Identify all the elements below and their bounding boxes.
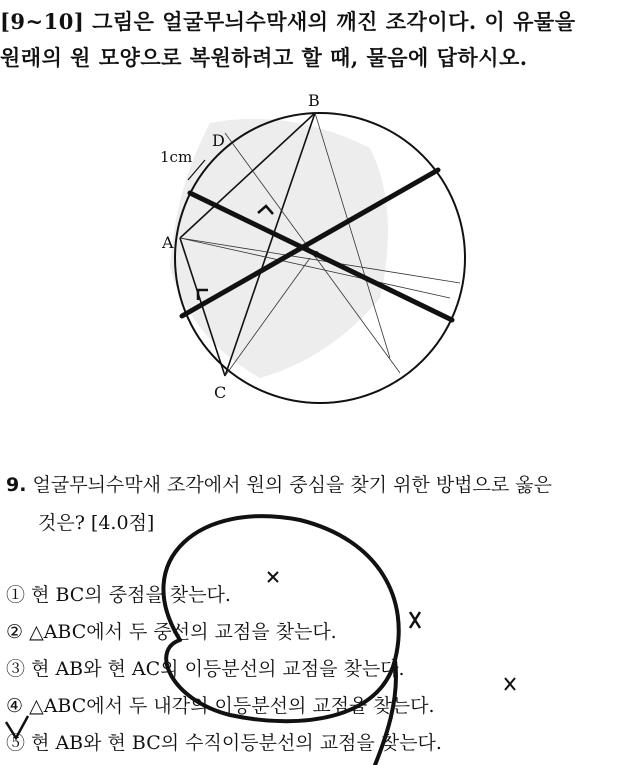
choice-text: △ABC에서 두 내각의 이등분선의 교점을 찾는다. <box>29 695 435 717</box>
choice-mark: ④ <box>6 695 24 717</box>
question-line-1 <box>6 470 552 497</box>
choice-mark: ⑤ <box>6 732 26 754</box>
choice-2[interactable] <box>6 617 337 644</box>
label-1cm: 1cm <box>160 148 193 166</box>
intro-line-2: 원래의 원 모양으로 복원하려고 할 때, 물음에 답하시오. <box>0 45 528 70</box>
choice-4[interactable] <box>6 691 435 718</box>
tile-fragment-shading <box>170 119 388 378</box>
choice-text: △ABC에서 두 중선의 교점을 찾는다. <box>29 621 337 643</box>
choice-mark: ① <box>6 584 26 606</box>
choice-text: 현 BC의 중점을 찾는다. <box>31 584 231 606</box>
question-number: 9. <box>6 474 27 496</box>
choice-1[interactable] <box>6 580 231 607</box>
choice-mark: ③ <box>6 658 26 680</box>
choice-5[interactable] <box>6 728 442 755</box>
x-mark <box>505 678 515 690</box>
choice-mark: ② <box>6 621 24 643</box>
label-c: C <box>214 383 227 402</box>
choice-text: 현 AB와 현 BC의 수직이등분선의 교점을 찾는다. <box>31 732 442 754</box>
label-a: A <box>162 233 174 252</box>
choice-text: 현 AB와 현 AC의 이등분선의 교점을 찾는다. <box>31 658 405 680</box>
label-b: B <box>308 91 320 110</box>
choice-3[interactable] <box>6 654 405 681</box>
label-d: D <box>212 131 225 150</box>
center-point <box>313 251 319 257</box>
x-mark <box>410 612 420 628</box>
question-line-2: 것은? [4.0점] <box>38 512 155 534</box>
x-mark <box>268 572 278 582</box>
question-text-1: 얼굴무늬수막새 조각에서 원의 중심을 찾기 위한 방법으로 옳은 <box>32 474 552 496</box>
intro-line-1: [9~10] 그림은 얼굴무늬수막새의 깨진 조각이다. 이 유물을 <box>0 9 576 34</box>
broken-tile-figure <box>150 88 480 423</box>
